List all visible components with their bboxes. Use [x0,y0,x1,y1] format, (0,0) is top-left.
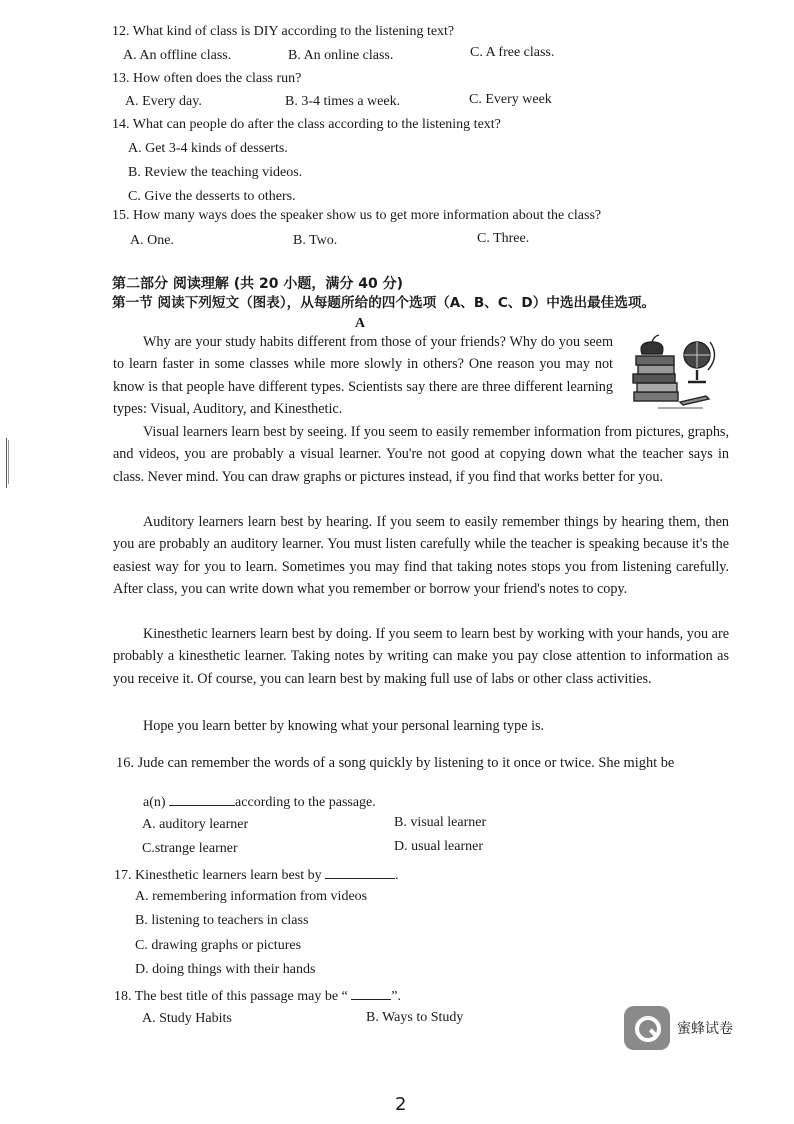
q18-suffix: ”. [391,989,402,1004]
bee-logo-icon [624,1006,670,1050]
q15-option-c: C. Three. [477,231,530,246]
q14-option-c: C. Give the desserts to others. [128,189,296,204]
q12-option-b: B. An online class. [288,48,394,63]
paragraph-text: Kinesthetic learners learn best by doing. If you seem to learn best by working with your hands, you are probably a kinesthetic learner. Taking notes by writing can make you pay close attention to information as you receive it. Of course, you can learn best by making full use of labs or other class activities. [113,626,729,687]
question-16-continuation [143,791,376,812]
q18-option-a: A. Study Habits [142,1011,232,1026]
q12-option-c: C. A free class. [470,45,555,60]
q13-option-b: B. 3-4 times a week. [285,94,401,109]
answer-blank [169,791,235,806]
question-14: 14. What can people do after the class according to the listening text? [112,117,501,132]
q15-option-a: A. One. [130,233,174,248]
page-number: 2 [395,1094,407,1115]
q17-option-d: D. doing things with their hands [135,962,316,977]
q18-option-b: B. Ways to Study [366,1010,464,1025]
q13-option-a: A. Every day. [125,94,202,109]
logo-ring [635,1016,661,1042]
q15-option-b: B. Two. [293,233,338,248]
question-15: 15. How many ways does the speaker show us to get more information about the class? [112,208,602,223]
paragraph-text: Auditory learners learn best by hearing. If you seem to easily remember things by hearing them, then you are probably an auditory learner. You must listen carefully while the teacher is speaking because it's the easiest way for you to learn. Sometimes you may find that taking notes stops you from listening carefully. After class, you can write down what you remember or borrow your friend's notes to copy. [113,514,729,598]
q16-suffix: according to the passage. [235,795,376,810]
question-18 [114,985,401,1006]
q12-option-a: A. An offline class. [123,48,232,63]
paragraph-text: Visual learners learn best by seeing. If you seem to easily remember information from pictures, graphs, and videos, you are probably a visual learner. You're not good at copying down what the teacher says in class. Never mind. You can draw graphs or pictures instead, if you find that works better for you. [113,424,729,485]
books-globe-illustration [628,328,723,418]
q16-option-b: B. visual learner [394,815,487,830]
question-16: 16. Jude can remember the words of a song quickly by listening to it once or twice. She might be [116,755,675,771]
q17-option-b: B. listening to teachers in class [135,913,309,928]
section-instructions: 第一节 阅读下列短文（图表），从每题所给的四个选项（A、B、C、D）中选出最佳选项。 [112,295,656,311]
q16-option-d: D. usual learner [394,839,484,854]
question-12: 12. What kind of class is DIY according to the listening text? [112,24,455,39]
q17-prefix: 17. Kinesthetic learners learn best by [114,868,326,883]
q16-option-a: A. auditory learner [142,817,249,832]
scan-edge-mark [8,440,9,484]
q13-option-c: C. Every week [469,92,552,107]
passage-label: A [355,316,366,331]
passage-paragraph-3 [113,511,729,601]
question-13: 13. How often does the class run? [112,71,302,86]
q16-option-c: C.strange learner [142,841,238,856]
passage-paragraph-2 [113,421,729,488]
watermark-text: 蜜蜂试卷 [677,1021,733,1037]
part-title: 第二部分 阅读理解 (共 20 小题，满分 40 分) [112,276,404,292]
scan-edge-mark [6,438,7,488]
q16-prefix: a(n) [143,795,170,810]
paragraph-text: Why are your study habits different from those of your friends? Why do you seem to learn faster in some classes while more slowly in others? One reason you may not know is that people have different types. Scientists say there are three different learning types: Visual, Auditory, and Kinesthetic. [113,334,613,418]
q14-option-a: A. Get 3-4 kinds of desserts. [128,141,288,156]
q17-option-c: C. drawing graphs or pictures [135,938,302,953]
question-17 [114,864,399,885]
answer-blank [351,985,391,1000]
q17-option-a: A. remembering information from videos [135,889,368,904]
passage-paragraph-4 [113,623,729,690]
q17-suffix: . [395,868,399,883]
passage-paragraph-5 [113,715,729,737]
passage-paragraph-1 [113,331,613,421]
answer-blank [325,864,395,879]
q18-prefix: 18. The best title of this passage may be “ [114,989,352,1004]
q14-option-b: B. Review the teaching videos. [128,165,303,180]
paragraph-text: Hope you learn better by knowing what your personal learning type is. [143,718,545,734]
